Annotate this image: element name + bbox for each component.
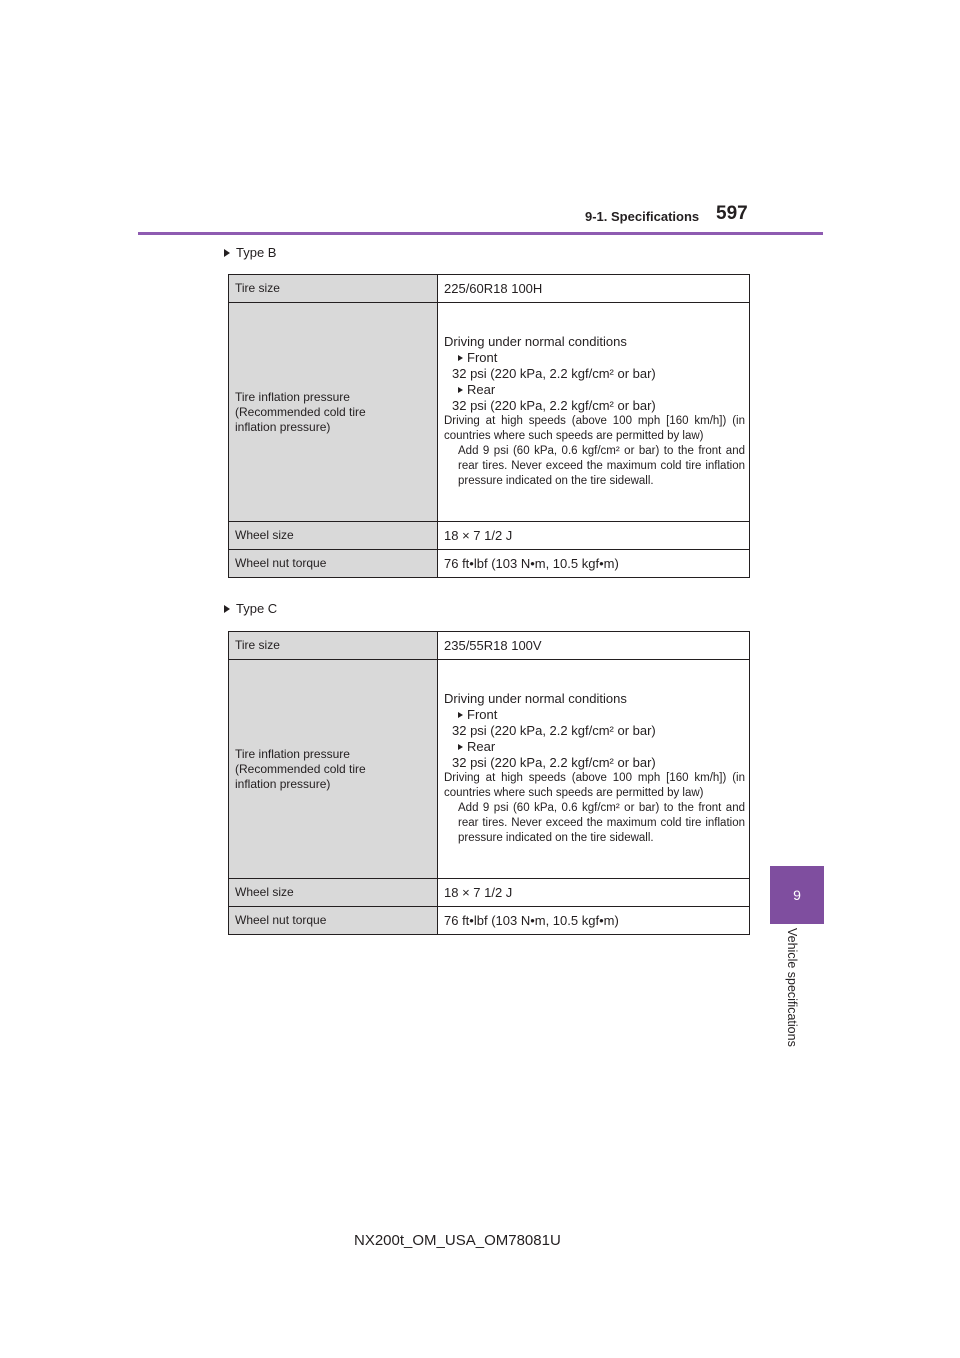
front-heading: Front [438,707,749,723]
type-label: Type B [236,245,277,260]
chapter-tab: 9 [770,866,824,924]
high-speed-note: Add 9 psi (60 kPa, 0.6 kgf/cm² or bar) to the front and rear tires. Never exceed the maximum cold tire inflation pressure indicated on the tire sidewall. [458,444,745,487]
spec-table-type-c [228,631,750,935]
normal-conditions: Driving under normal conditions [444,690,627,706]
normal-conditions: Driving under normal conditions [444,333,627,349]
type-c-heading [224,601,277,616]
front-heading: Front [438,350,749,366]
table-row [229,522,750,550]
table-row [229,303,750,522]
wheel-size-label: Wheel size [229,522,438,550]
type-label: Type C [236,601,278,616]
tire-size-value: 225/60R18 100H [438,275,750,303]
triangle-bullet-icon [458,387,463,393]
header-divider [138,232,823,235]
wheel-nut-torque-value: 76 ft•lbf (103 N•m, 10.5 kgf•m) [438,907,750,935]
section-title: 9-1. Specifications [585,209,700,224]
table-row [229,660,750,879]
wheel-size-label: Wheel size [229,879,438,907]
page-number: 597 [716,203,748,224]
table-row [229,550,750,578]
triangle-bullet-icon [224,249,230,257]
pressure-value [438,660,750,879]
type-b-heading [224,245,276,260]
rear-pressure: 32 psi (220 kPa, 2.2 kgf/cm² or bar) [452,397,656,413]
table-row [229,275,750,303]
triangle-bullet-icon [458,712,463,718]
tire-size-label: Tire size [229,275,438,303]
pressure-label: Tire inflation pressure (Recommended cold tire inflation pressure) [229,660,438,879]
high-speed-conditions: Driving at high speeds (above 100 mph [160 km/h]) (in countries where such speeds are permitted by law) [444,414,745,442]
high-speed-conditions: Driving at high speeds (above 100 mph [160 km/h]) (in countries where such speeds are permitted by law) [444,771,745,799]
wheel-size-value: 18 × 7 1/2 J [438,522,750,550]
high-speed-note: Add 9 psi (60 kPa, 0.6 kgf/cm² or bar) to the front and rear tires. Never exceed the maximum cold tire inflation pressure indicated on the tire sidewall. [458,801,745,844]
rear-pressure: 32 psi (220 kPa, 2.2 kgf/cm² or bar) [452,754,656,770]
spec-table-type-b [228,274,750,578]
tire-size-label: Tire size [229,632,438,660]
rear-heading: Rear [438,382,749,398]
table-row [229,632,750,660]
wheel-size-value: 18 × 7 1/2 J [438,879,750,907]
triangle-bullet-icon [458,744,463,750]
rear-heading: Rear [438,739,749,755]
triangle-bullet-icon [224,605,230,613]
front-pressure: 32 psi (220 kPa, 2.2 kgf/cm² or bar) [452,722,656,738]
front-pressure: 32 psi (220 kPa, 2.2 kgf/cm² or bar) [452,365,656,381]
tire-size-value: 235/55R18 100V [438,632,750,660]
wheel-nut-torque-label: Wheel nut torque [229,550,438,578]
chapter-title: Vehicle specifications [785,928,799,1047]
wheel-nut-torque-value: 76 ft•lbf (103 N•m, 10.5 kgf•m) [438,550,750,578]
pressure-value [438,303,750,522]
manual-id: NX200t_OM_USA_OM78081U [354,1232,561,1249]
table-row [229,879,750,907]
pressure-label: Tire inflation pressure (Recommended cold tire inflation pressure) [229,303,438,522]
triangle-bullet-icon [458,355,463,361]
table-row [229,907,750,935]
wheel-nut-torque-label: Wheel nut torque [229,907,438,935]
